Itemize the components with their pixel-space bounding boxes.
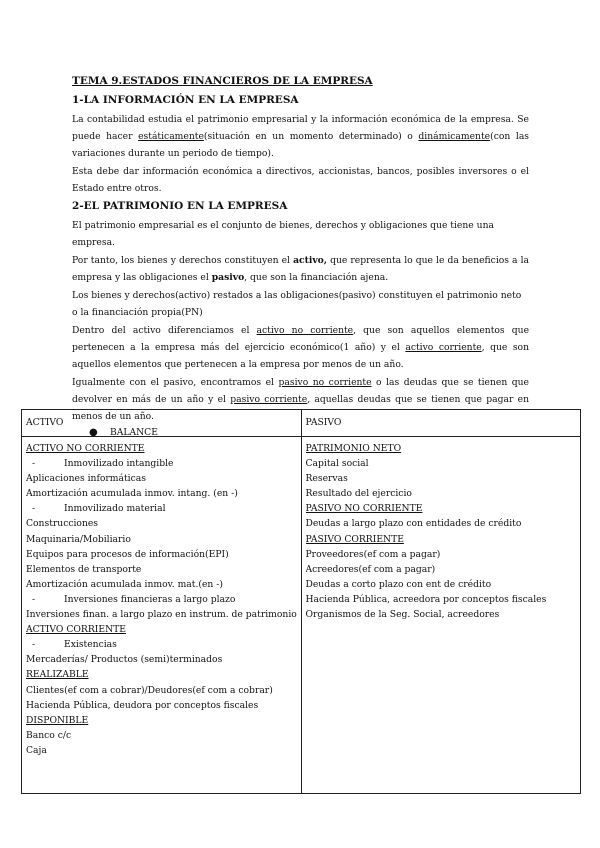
list-item: Hacienda Pública, deudora por conceptos fiscales	[26, 699, 259, 711]
header-activo: ACTIVO	[22, 410, 302, 437]
list-item: Amortización acumulada inmov. mat.(en -)	[26, 578, 223, 590]
list-item: Clientes(ef com a cobrar)/Deudores(ef com a cobrar)	[26, 684, 273, 696]
term-estaticamente: estáticamente	[138, 131, 204, 142]
disponible-title: DISPONIBLE	[26, 714, 89, 726]
section-2-paragraph-3: Los bienes y derechos(activo) restados a las obligaciones(pasivo) constituyen el patrimonio neto o la financiación propia(PN)	[72, 290, 522, 318]
patrimonio-neto-title: PATRIMONIO NETO	[305, 443, 402, 454]
list-item: Elementos de transporte	[26, 563, 142, 575]
section-2-heading: 2-EL PATRIMONIO EN LA EMPRESA	[72, 200, 288, 212]
section-2-paragraph-4: Dentro del activo diferenciamos el activo no corriente, que son aquellos elementos que pertenecen a la empresa más del ejercicio económico(1 año) y el activo corriente, que son aquellos elementos que pertenecen a la empresa por menos de un año.	[72, 325, 530, 370]
pasivo-no-corriente-title: PASIVO NO CORRIENTE	[305, 503, 423, 515]
bullet-dot-icon: ●	[89, 427, 98, 438]
section-2-paragraph-5: Igualmente con el pasivo, encontramos el pasivo no corriente o las deudas que se tienen que devolver en más de un año y el pasivo corriente, aquellas deudas que se tienen que pagar en menos de un año.	[72, 377, 529, 422]
header-pasivo: PASIVO	[301, 410, 581, 437]
list-item: Caja	[26, 744, 47, 756]
activo-corriente-title: ACTIVO CORRIENTE	[26, 624, 126, 636]
list-item: Organismos de la Seg. Social, acreedores	[305, 609, 500, 621]
realizable-title: REALIZABLE	[26, 669, 89, 681]
list-item: Banco c/c	[26, 729, 72, 741]
list-item: Reservas	[305, 473, 348, 485]
document-body	[72, 74, 529, 439]
term-pasivo-no-corriente: pasivo no corriente	[278, 377, 372, 388]
term-dinamicamente: dinámicamente	[418, 131, 491, 142]
pasivo-corriente-title: PASIVO CORRIENTE	[305, 533, 404, 545]
list-item: Proveedores(ef com a pagar)	[305, 548, 441, 560]
list-item: Inversiones finan. a largo plazo en instrum. de patrimonio	[26, 609, 297, 621]
list-item: - Inmovilizado material	[32, 503, 166, 515]
list-item: - Existencias	[32, 639, 117, 651]
term-activo-no-corriente: activo no corriente	[256, 325, 354, 336]
list-item: Deudas a largo plazo con entidades de crédito	[305, 518, 522, 530]
list-item: Mercaderías/ Productos (semi)terminados	[26, 654, 223, 666]
bullet-label: BALANCE	[110, 427, 158, 438]
term-pasivo: pasivo	[211, 272, 245, 283]
list-item: Equipos para procesos de información(EPI)	[26, 548, 229, 560]
list-item: Maquinaria/Mobiliario	[26, 533, 131, 545]
activo-no-corriente-title: ACTIVO NO CORRIENTE	[26, 443, 145, 454]
list-item: Capital social	[305, 458, 369, 470]
list-item: - Inversiones financieras a largo plazo	[32, 593, 236, 605]
term-activo-corriente: activo corriente	[405, 342, 482, 353]
list-item: Construcciones	[26, 518, 99, 530]
section-2-paragraph-1: El patrimonio empresarial es el conjunto de bienes, derechos y obligaciones que tiene una empresa.	[72, 220, 494, 248]
list-item: Amortización acumulada inmov. intang. (en -)	[26, 488, 238, 500]
list-item: Aplicaciones informáticas	[26, 473, 146, 485]
pasivo-column	[301, 437, 581, 794]
list-item: Deudas a corto plazo con ent de crédito	[305, 578, 492, 590]
term-pasivo-corriente: pasivo corriente	[230, 394, 308, 405]
term-activo: activo,	[293, 255, 328, 266]
list-item: Hacienda Pública, acreedora por conceptos fiscales	[305, 593, 547, 605]
section-1-heading: 1-LA INFORMACIÓN EN LA EMPRESA	[72, 94, 299, 106]
list-item: Resultado del ejercicio	[305, 488, 412, 500]
list-item: Acreedores(ef com a pagar)	[305, 563, 436, 575]
list-item: - Inmovilizado intangible	[32, 458, 174, 470]
section-1-paragraph-1: La contabilidad estudia el patrimonio empresarial y la información económica de la empresa. Se puede hacer estáticamente(situación en un momento determinado) o dinámicamente(con las variaciones durante un periodo de tiempo).	[72, 114, 530, 159]
document-title: TEMA 9.ESTADOS FINANCIEROS DE LA EMPRESA	[72, 75, 373, 87]
section-2-paragraph-2: Por tanto, los bienes y derechos constituyen el activo, que representa lo que le da beneficios a la empresa y las obligaciones el pasivo, que son la financiación ajena.	[72, 255, 530, 283]
balance-table	[21, 409, 581, 794]
balance-table-header	[22, 410, 581, 437]
section-1-paragraph-2: Esta debe dar información económica a directivos, accionistas, bancos, posibles inversores o el Estado entre otros.	[72, 166, 529, 194]
activo-column	[22, 437, 302, 794]
balance-table-body	[22, 437, 581, 794]
